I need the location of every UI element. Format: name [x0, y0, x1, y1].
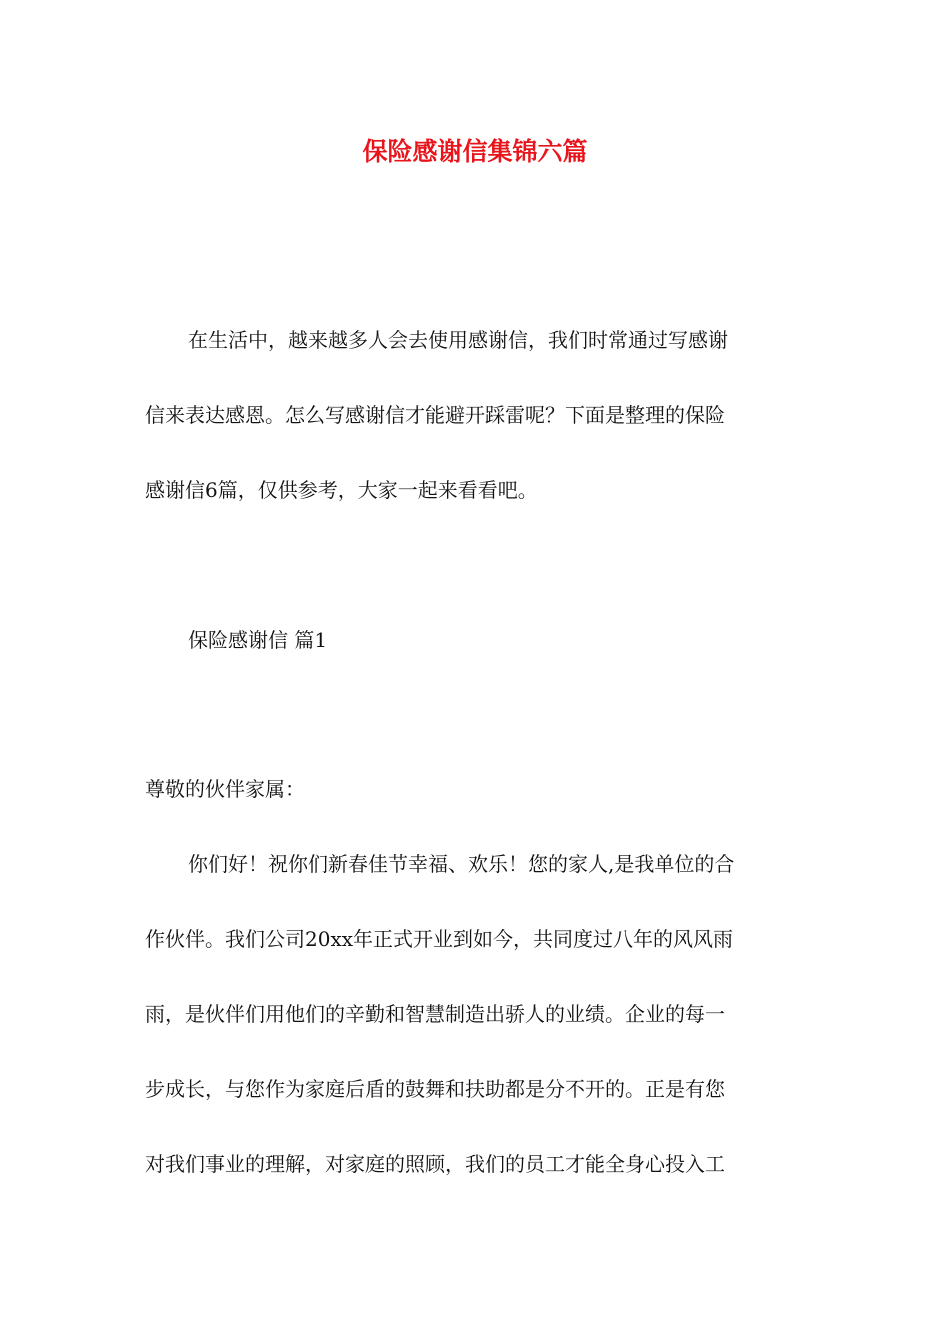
intro-line-3: 感谢信6篇，仅供参考，大家一起来看看吧。 [145, 478, 538, 502]
intro-line-1: 在生活中，越来越多人会去使用感谢信，我们时常通过写感谢 [188, 328, 728, 352]
body-line-2: 作伙伴。我们公司20xx年正式开业到如今，共同度过八年的风风雨 [145, 927, 734, 951]
body-line-1: 你们好！祝你们新春佳节幸福、欢乐！您的家人,是我单位的合 [188, 852, 735, 876]
salutation: 尊敬的伙伴家属： [145, 777, 305, 801]
body-line-5: 对我们事业的理解，对家庭的照顾，我们的员工才能全身心投入工 [145, 1152, 725, 1176]
body-line-3: 雨，是伙伴们用他们的辛勤和智慧制造出骄人的业绩。企业的每一 [145, 1002, 725, 1026]
document-title: 保险感谢信集锦六篇 [362, 137, 588, 166]
intro-line-2: 信来表达感恩。怎么写感谢信才能避开踩雷呢？下面是整理的保险 [145, 403, 725, 427]
section-heading: 保险感谢信 篇1 [188, 628, 328, 652]
body-line-4: 步成长，与您作为家庭后盾的鼓舞和扶助都是分不开的。正是有您 [145, 1077, 725, 1101]
